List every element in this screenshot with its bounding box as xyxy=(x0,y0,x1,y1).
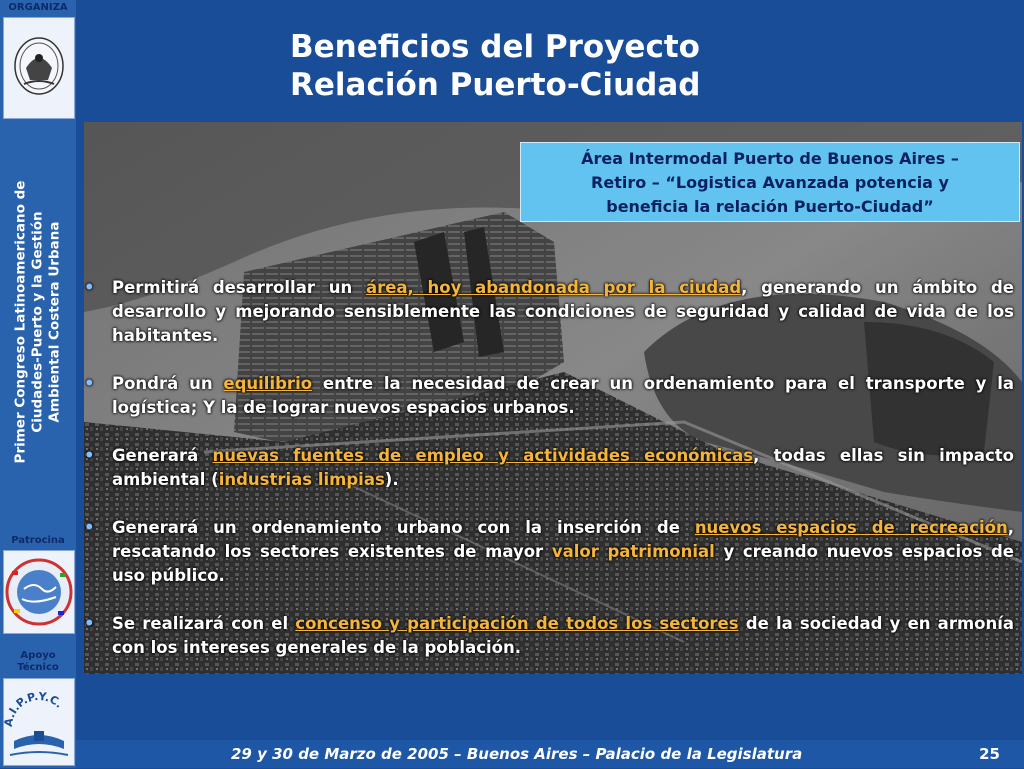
footer-bar xyxy=(76,740,1024,768)
bullet-icon: • xyxy=(84,278,95,297)
bullet-text: , rescatando los sectores existentes de mayor xyxy=(112,518,1014,561)
bullet-text: Permitirá desarrollar un xyxy=(112,278,366,297)
highlight-link[interactable]: equilibrio xyxy=(223,374,313,393)
organizer-seal-logo xyxy=(3,17,75,119)
bullet-text: de la sociedad y en armonía con los intereses generales de la población. xyxy=(112,614,1015,657)
organiza-label: ORGANIZA xyxy=(8,2,68,13)
callout-line-3: beneficia la relación Puerto-Ciudad” xyxy=(606,197,934,216)
benefit-item xyxy=(80,276,1014,348)
apoyo-label-line-2: Técnico xyxy=(17,662,59,673)
bullet-icon: • xyxy=(84,518,95,537)
patrocina-label: Patrocina xyxy=(11,535,65,546)
apoyo-label-line-1: Apoyo xyxy=(20,650,56,661)
bullet-text: , generando un ámbito de desarrollo y mejorando sensiblemente las condiciones de seguridad y calidad de vida de los habitantes. xyxy=(112,278,1014,345)
title-line-2: Relación Puerto-Ciudad xyxy=(290,67,701,103)
sponsor-logo xyxy=(3,550,75,634)
apoyo-tecnico-label xyxy=(0,650,76,674)
sponsor-emblem-icon xyxy=(4,551,74,633)
bullet-text: Pondrá un xyxy=(112,374,224,393)
callout-box xyxy=(520,142,1020,222)
benefit-item xyxy=(80,516,1014,588)
page-number: 25 xyxy=(979,745,1000,763)
benefit-item xyxy=(80,372,1014,420)
bullet-text: , todas ellas sin impacto ambiental ( xyxy=(112,446,1014,489)
callout-line-1: Área Intermodal Puerto de Buenos Aires – xyxy=(581,149,959,168)
footer-event-text: 29 y 30 de Marzo de 2005 – Buenos Aires – Palacio de la Legislatura xyxy=(231,745,803,763)
sidebar xyxy=(0,0,76,768)
vertical-title-line-1: Primer Congreso Latinoamericano de xyxy=(12,180,29,464)
bullet-text: Generará xyxy=(112,446,213,465)
bullet-text: ). xyxy=(384,470,399,489)
highlight-link[interactable]: nuevas fuentes de empleo y actividades económicas xyxy=(212,446,754,465)
seal-icon xyxy=(4,18,74,118)
aippyc-emblem-icon xyxy=(4,679,74,765)
vertical-title-line-3: Ambiental Costera Urbana xyxy=(46,221,63,423)
bullet-icon: • xyxy=(84,446,95,465)
bullet-icon: • xyxy=(84,374,95,393)
svg-text:A.I.P.P.Y.C.: .I.P.P.Y.C. xyxy=(4,689,66,720)
callout-line-2: Retiro – “Logistica Avanzada potencia y xyxy=(591,173,949,192)
bullet-text: Generará un ordenamiento urbano con la inserción de xyxy=(112,518,695,537)
vertical-title-line-2: Ciudades-Puerto y la Gestión xyxy=(29,211,46,433)
slide-title xyxy=(290,28,700,104)
congress-vertical-title xyxy=(0,122,76,522)
benefit-item xyxy=(80,444,1014,492)
highlight-link[interactable]: área, hoy abandonada por la ciudad xyxy=(365,278,742,297)
bullet-text: Se realizará con el xyxy=(112,614,296,633)
bullet-text: y creando nuevos espacios de uso público. xyxy=(112,542,1014,585)
bullet-text: entre la necesidad de crear un ordenamiento para el transporte y la logística; Y la de lograr nuevos espacios urbanos. xyxy=(112,374,1014,417)
bullet-icon: • xyxy=(84,614,95,633)
highlight-text: industrias limpias xyxy=(218,470,385,489)
benefit-list xyxy=(80,276,1014,684)
title-line-1: Beneficios del Proyecto xyxy=(290,29,700,65)
highlight-text: valor patrimonial xyxy=(551,542,715,561)
benefit-item xyxy=(80,612,1014,660)
highlight-link[interactable]: nuevos espacios de recreación xyxy=(694,518,1008,537)
aippyc-logo xyxy=(3,678,75,766)
highlight-link[interactable]: concenso y participación de todos los sectores xyxy=(295,614,739,633)
